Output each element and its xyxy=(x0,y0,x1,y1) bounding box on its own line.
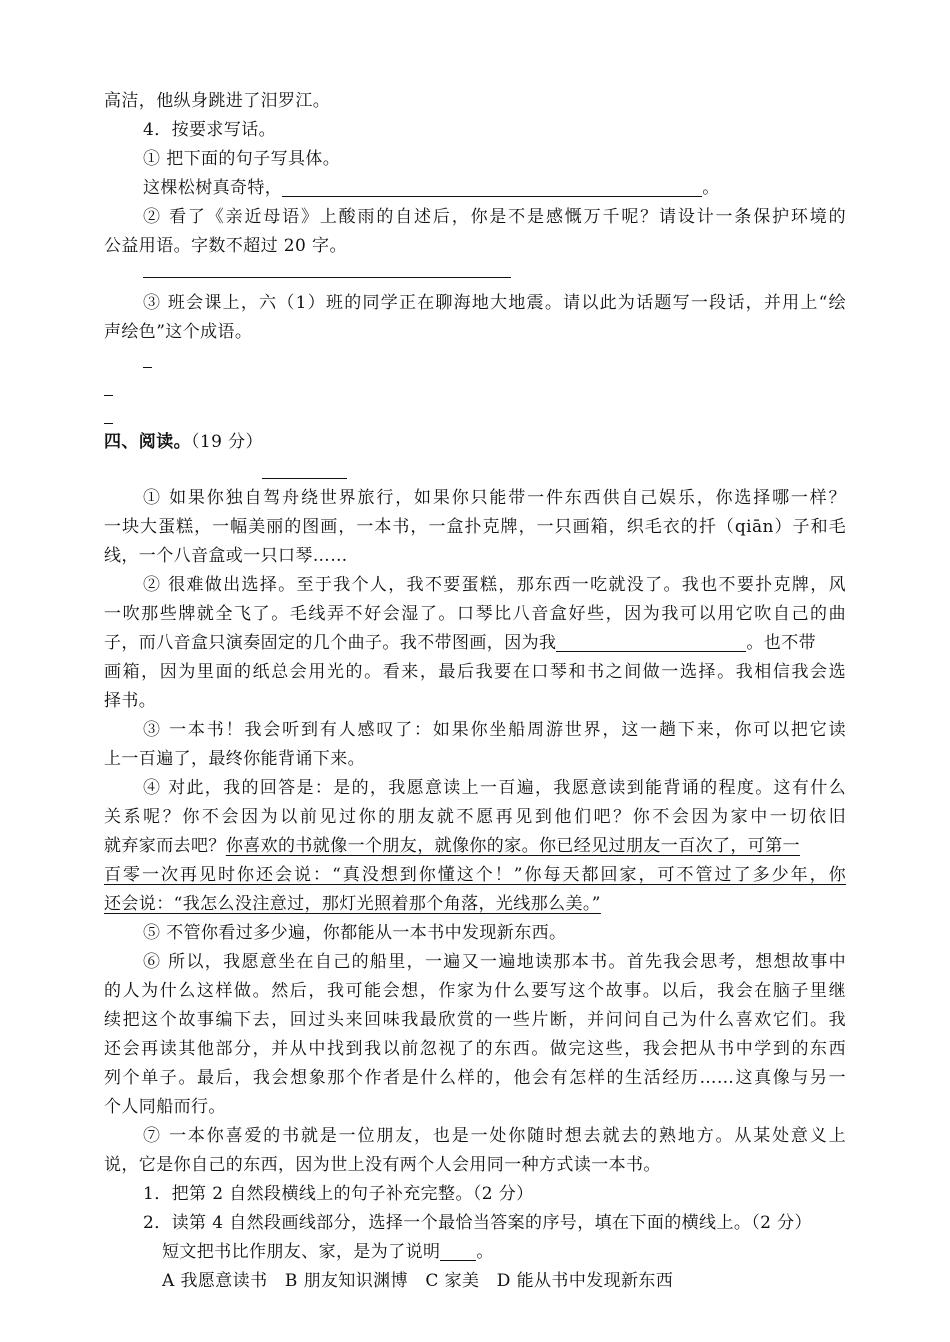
section4-heading xyxy=(104,428,263,456)
p2-line5: 择书。 xyxy=(104,691,157,711)
q4-part2-answer-line[interactable] xyxy=(143,277,511,278)
p6-line3: 续把这个故事编下去，回过头来回味我最欣赏的一些片断，并问问自己为什么喜欢它们。我 xyxy=(104,1010,846,1030)
question-2-options: A 我愿意读书 B 朋友知识渊博 C 家美 D 能从书中发现新东西 xyxy=(162,1271,674,1291)
question-2-answer-blank[interactable] xyxy=(440,1240,476,1261)
p2-line1: ② 很难做出选择。至于我个人，我不要蛋糕，那东西一吃就没了。我也不要扑克牌，风 xyxy=(143,575,846,595)
question-2-stem-text: 短文把书比作朋友、家，是为了说明 xyxy=(162,1242,441,1262)
q4-part3-line2: 声绘色”这个成语。 xyxy=(104,322,253,342)
p2-line3 xyxy=(104,629,816,657)
continued-line: 高洁，他纵身跳进了汨罗江。 xyxy=(104,91,331,111)
p2-line2: 一吹那些牌就全飞了。毛线弄不好会湿了。口琴比八音盒好些，因为我可以用它吹自己的曲 xyxy=(104,604,846,624)
q4-part3-answer-line-2[interactable] xyxy=(104,395,113,396)
p4-line3 xyxy=(104,832,800,860)
p4-line3-underlined: 你喜欢的书就像一个朋友，就像你的家。你已经见过朋友一百次了，可第一 xyxy=(225,836,801,856)
p2-answer-blank[interactable] xyxy=(556,631,746,652)
q4-part1-suffix: 。 xyxy=(702,178,720,198)
p6-line1: ⑥ 所以，我愿意坐在自己的船里，一遍又一遍地读那本书。首先我会思考，想想故事中 xyxy=(143,952,846,972)
q4-part1-label: ① 把下面的句子写具体。 xyxy=(143,149,341,169)
p7-line1: ⑦ 一本你喜爱的书就是一位朋友，也是一处你随时想去就去的熟地方。从某处意义上 xyxy=(143,1126,846,1146)
p1-line3: 线，一个八音盒或一只口琴…… xyxy=(104,546,348,566)
p7-line2: 说，它是你自己的东西，因为世上没有两个人会用同一种方式读一本书。 xyxy=(104,1155,661,1175)
p2-line3-end: 。也不带 xyxy=(746,633,817,653)
q4-part3-answer-line-1[interactable] xyxy=(143,367,152,368)
q4-part1-prefix: 这棵松树真奇特， xyxy=(143,178,283,198)
p6-line5: 列个单子。最后，我会想象那个作者是什么样的，他会有怎样的生活经历……这真像与另一 xyxy=(104,1068,846,1088)
section4-title: 四、阅读。 xyxy=(104,432,191,452)
p5-line1: ⑤ 不管你看过多少遍，你都能从一本书中发现新东西。 xyxy=(143,923,567,943)
p1-line2: 一块大蛋糕，一幅美丽的图画，一本书，一盒扑克牌，一只画箱，织毛衣的扦（qiān）子和毛 xyxy=(104,517,846,537)
q4-part2-line2: 公益用语。字数不超过 20 字。 xyxy=(104,236,347,256)
p6-line6: 个人同船而行。 xyxy=(104,1097,226,1117)
p4-line3-plain: 就弃家而去吧？ xyxy=(104,836,226,856)
p1-line1: ① 如果你独自驾舟绕世界旅行，如果你只能带一件东西供自己娱乐，你选择哪一样？ xyxy=(143,488,846,508)
section4-score: （19 分） xyxy=(191,432,263,452)
p3-line1: ③ 一本书！我会听到有人感叹了：如果你坐船周游世界，这一趟下来，你可以把它读 xyxy=(143,720,846,740)
p4-line2: 关系呢？你不会因为以前见过你的朋友就不愿再见到他们吧？你不会因为家中一切依旧 xyxy=(104,807,846,827)
q4-part3-answer-line-3[interactable] xyxy=(104,423,113,424)
p2-line4: 画箱，因为里面的纸总会用光的。看来，最后我要在口琴和书之间做一选择。我相信我会选 xyxy=(104,662,846,682)
q4-part1-answer-blank[interactable] xyxy=(282,176,702,197)
passage-title-blank[interactable] xyxy=(262,478,347,479)
p3-line2: 上一百遍了，最终你能背诵下来。 xyxy=(104,749,365,769)
question-2-stem-end: 。 xyxy=(476,1242,494,1262)
question-2: 2．读第 4 自然段画线部分，选择一个最恰当答案的序号，填在下面的横线上。（2 分） xyxy=(143,1213,812,1233)
p6-line4: 还会再读其他部分，并从中找到我以前忽视了的东西。做完这些，我会把从书中学到的东西 xyxy=(104,1039,846,1059)
q4-part1-sentence xyxy=(143,174,720,202)
p4-line4-underlined: 百零一次再见时你还会说：“真没想到你懂这个！”你每天都回家，可不管过了多少年，你 xyxy=(104,865,846,885)
p4-line5-underlined: 还会说：“我怎么没注意过，那灯光照着那个角落，光线那么美。” xyxy=(104,894,601,914)
p2-line3-text: 子，而八音盒只演奏固定的几个曲子。我不带图画，因为我 xyxy=(104,633,557,653)
q4-part2-line1: ② 看了《亲近母语》上酸雨的自述后，你是不是感慨万千呢？请设计一条保护环境的 xyxy=(143,207,846,227)
p4-line1: ④ 对此，我的回答是：是的，我愿意读上一百遍，我愿意读到能背诵的程度。这有什么 xyxy=(143,778,846,798)
p6-line2: 的人为什么这样做。然后，我可能会想，作家为什么要写这个故事。以后，我会在脑子里继 xyxy=(104,981,846,1001)
question-2-stem xyxy=(162,1238,494,1266)
question-1: 1．把第 2 自然段横线上的句子补充完整。（2 分） xyxy=(143,1184,534,1204)
q4-title: 4．按要求写话。 xyxy=(143,120,277,140)
q4-part3-line1: ③ 班会课上，六（1）班的同学正在聊海地大地震。请以此为话题写一段话，并用上“绘 xyxy=(143,293,846,313)
